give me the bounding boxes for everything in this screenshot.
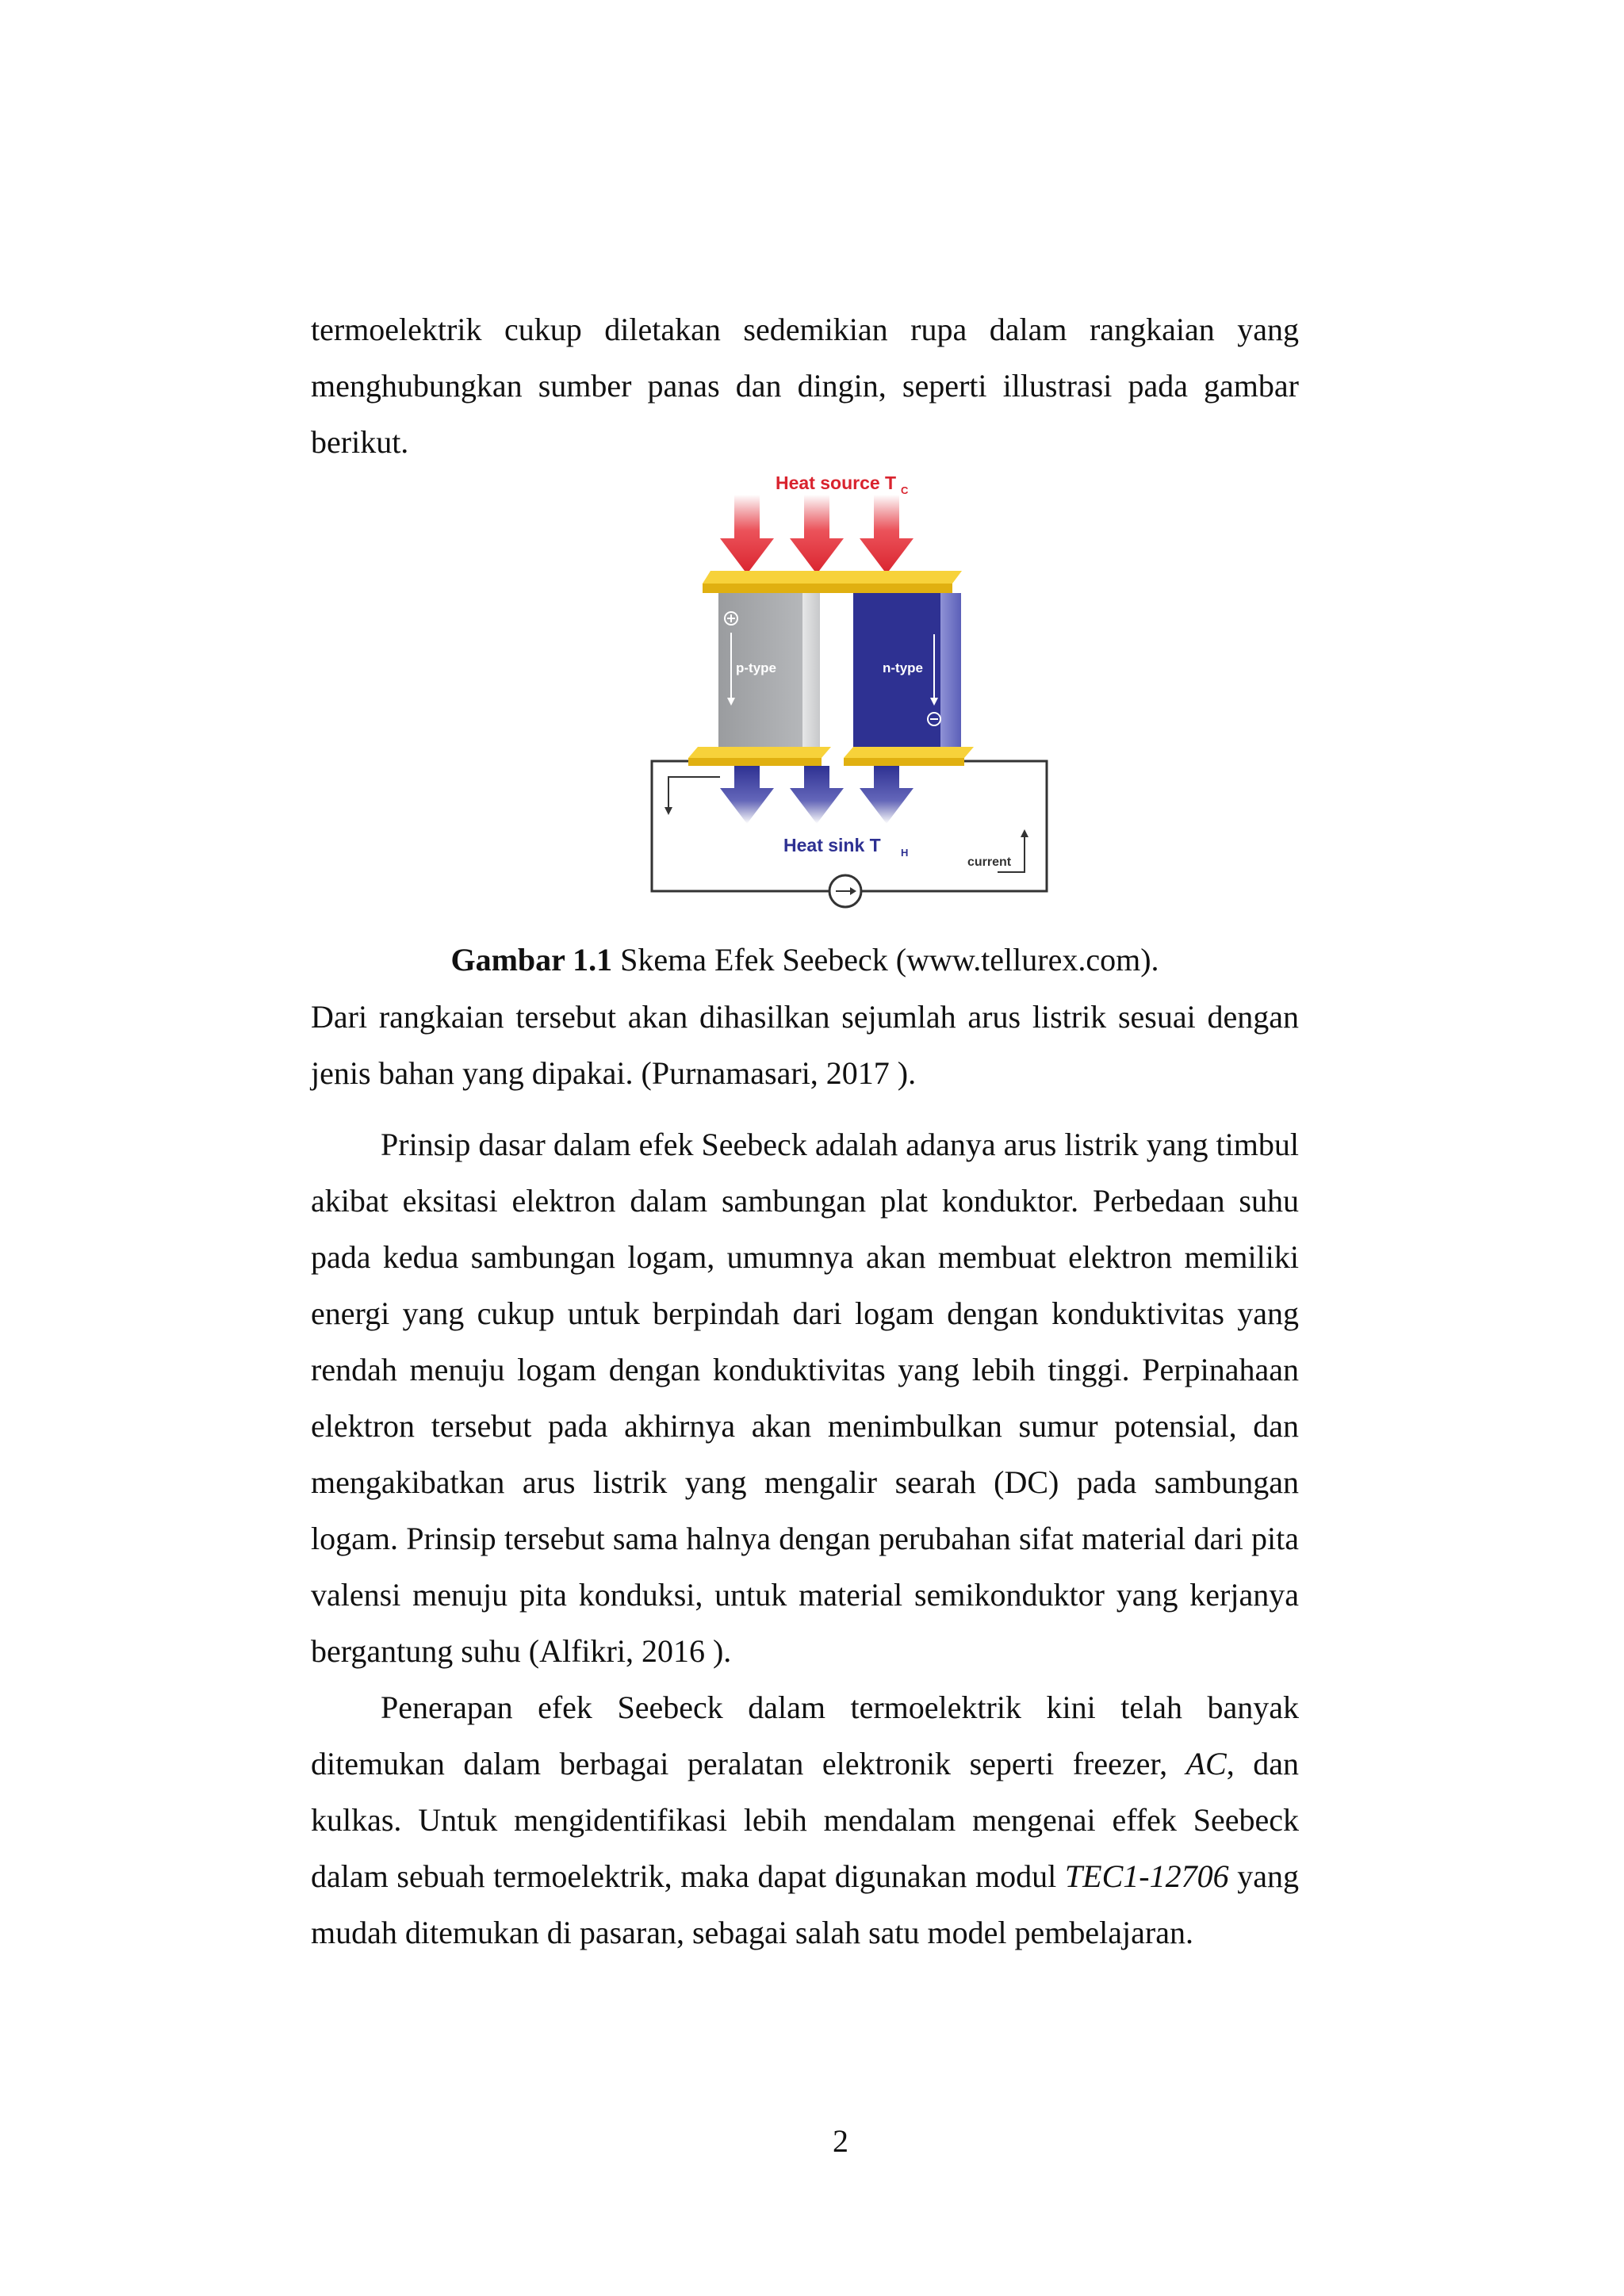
heat-source-arrows bbox=[720, 495, 914, 574]
paragraph-prinsip: Prinsip dasar dalam efek Seebeck adalah adanya arus listrik yang timbul akibat eksitasi elektron dalam sambungan plat konduktor. Perbedaan suhu pada kedua sambungan logam, umumnya akan membuat elektron memiliki energi yang cukup untuk berpindah dari logam dengan konduktivitas yang rendah menuju logam dengan konduktivitas yang lebih tinggi. Perpinahaan elektron tersebut pada akhirnya akan menimbulkan sumur potensial, dan mengakibatkan arus listrik yang mengalir searah (DC) pada sambungan logam. Prinsip tersebut sama halnya dengan perubahan sifat material dari pita valensi menuju pita konduksi, untuk material semikonduktor yang kerjanya bergantung suhu (Alfikri, 2016 ). bbox=[311, 1127, 1299, 1669]
penerapan-text-1: Penerapan efek Seebeck dalam termoelektrik kini telah banyak ditemukan dalam berbagai peralatan elektronik seperti freezer, bbox=[311, 1689, 1299, 1781]
paragraph-intro: termoelektrik cukup diletakan sedemikian rupa dalam rangkaian yang menghubungkan sumber panas dan dingin, seperti illustrasi pada gambar berikut. bbox=[311, 312, 1299, 460]
current-label: current bbox=[967, 855, 1012, 869]
seebeck-diagram bbox=[649, 471, 1053, 909]
penerapan-ac: AC bbox=[1185, 1746, 1227, 1781]
paragraph-penerapan bbox=[311, 1679, 1299, 1961]
n-type-label: n-type bbox=[883, 660, 923, 675]
circuit-wire bbox=[652, 761, 1047, 891]
caption-label: Gambar 1.1 bbox=[450, 942, 613, 978]
meter-icon bbox=[829, 875, 861, 907]
current-direction-arrow-left bbox=[665, 777, 720, 815]
heat-sink-subscript: H bbox=[901, 847, 909, 859]
bottom-plate-right bbox=[844, 747, 974, 766]
bottom-plate-left bbox=[688, 747, 831, 766]
penerapan-module: TEC1-12706 bbox=[1064, 1858, 1229, 1894]
penerapan-text-3: yang mudah ditemukan di pasaran, sebagai salah satu model pembelajaran. bbox=[311, 1858, 1299, 1950]
paragraph-after-figure: Dari rangkaian tersebut akan dihasilkan sejumlah arus listrik sesuai dengan jenis bahan yang dipakai. (Purnamasari, 2017 ). bbox=[311, 999, 1299, 1091]
p-type-label: p-type bbox=[736, 660, 776, 675]
heat-source-label: Heat source T bbox=[776, 473, 897, 493]
penerapan-text-2: , dan kulkas. Untuk mengidentifikasi lebih mendalam mengenai effek Seebeck dalam sebuah termoelektrik, maka dapat digunakan modul bbox=[311, 1746, 1299, 1894]
heat-source-subscript: C bbox=[901, 484, 909, 496]
figure-caption bbox=[311, 932, 1299, 988]
heat-sink-label: Heat sink T bbox=[783, 835, 881, 855]
top-plate bbox=[703, 571, 962, 593]
heat-sink-arrows bbox=[720, 766, 914, 824]
caption-text: Skema Efek Seebeck (www.tellurex.com). bbox=[612, 942, 1159, 978]
page-number: 2 bbox=[833, 2123, 848, 2159]
